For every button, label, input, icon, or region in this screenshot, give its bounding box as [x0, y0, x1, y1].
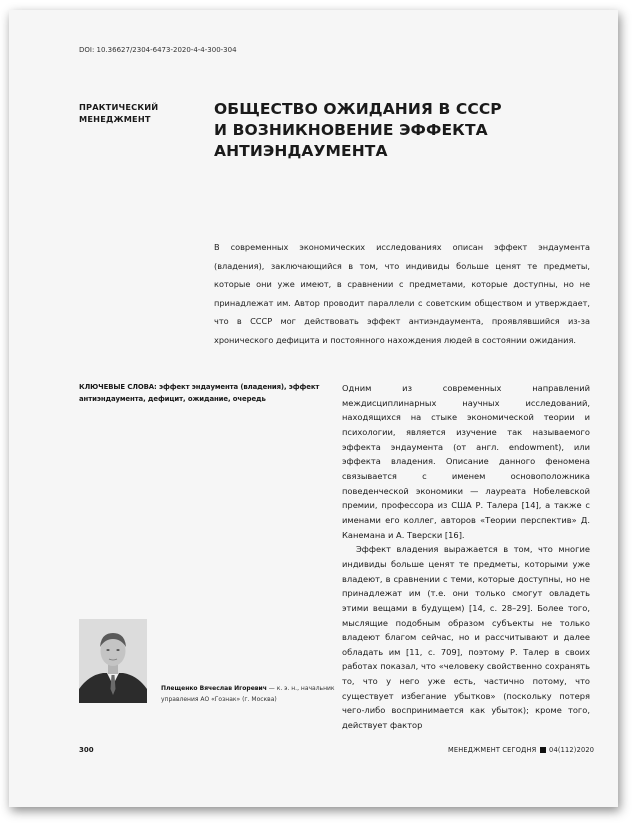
section-heading	[79, 101, 158, 125]
author-info	[161, 683, 341, 705]
article-title-line: АНТИЭНДАУМЕНТА	[214, 142, 388, 160]
article-title-line: ОБЩЕСТВО ОЖИДАНИЯ В СССР	[214, 100, 502, 118]
doi-label: DOI: 10.36627/2304-6473-2020-4-4-300-304	[79, 46, 237, 54]
keywords	[79, 381, 322, 405]
section-heading-line: МЕНЕДЖМЕНТ	[79, 114, 151, 124]
body-paragraph: Эффект владения выражается в том, что многие индивиды больше ценят те предметы, которыми уже владеют, в сравнении с теми, которые доступны, но не принадлежат им (т.е. они только смогут овладеть этими вещами в будущем) [14, с. 28–29]. Более того, мыслящие подобным образом субъекты не только владеют благом сейчас, но и рассчитывают и далее обладать им [11, с. 709], поэтому Р. Талер в своих работах показал, что «человеку свойственно сохранять то, что у него уже есть, частично потому, что существует избегание убытков» (поскольку потеря чего-либо воспринимается как убыток); кроме того, действует фактор	[342, 544, 590, 731]
page-number: 300	[79, 746, 94, 754]
author-portrait-image	[79, 619, 147, 703]
keywords-text: эффект эндаумента (владения), эффект антиэндаумента, дефицит, ожидание, очередь	[79, 383, 320, 403]
article-title-line: И ВОЗНИКНОВЕНИЕ ЭФФЕКТА	[214, 121, 488, 139]
author-photo	[79, 619, 147, 703]
journal-footer	[448, 746, 594, 754]
section-heading-line: ПРАКТИЧЕСКИЙ	[79, 102, 159, 112]
article-title	[214, 99, 574, 162]
author-line	[161, 683, 341, 694]
abstract: В современных экономических исследованиях описан эффект эндаумента (владения), заключающийся в том, что индивиды больше ценят те предметы, которые они уже имеют, в сравнении с предметами, которые доступны, но не принадлежат им. Автор проводит параллели с советским обществом и утверждает, что в СССР мог действовать эффект антиэндаумента, проявлявшийся из-за хронического дефицита и постоянного нахождения людей в состоянии ожидания.	[214, 242, 590, 345]
square-bullet-icon	[540, 747, 546, 753]
author-name: Плещенко Вячеслав Игоревич	[161, 685, 267, 692]
body-paragraph: Одним из современных направлений междисциплинарных научных исследований, находящихся на стыке экономической теории и психологии, является изучение так называемого эффекта эндаумента (от англ. endowment), или эффекта владения. Описание данного феномена связывается с именем основоположника поведенческой экономики — лауреата Нобелевской премии, профессора из США Р. Талера [14], а также с именами его коллег, авторов «Теории перспектив» Д. Канемана и А. Тверски [16].	[342, 383, 590, 540]
keywords-label: КЛЮЧЕВЫЕ СЛОВА:	[79, 383, 157, 391]
author-affiliation: управления АО «Гознак» (г. Москва)	[161, 696, 277, 703]
journal-name: МЕНЕДЖМЕНТ СЕГОДНЯ	[448, 746, 537, 754]
article-body	[342, 381, 590, 733]
author-details: — к. э. н., начальник	[266, 685, 335, 692]
journal-issue: 04(112)2020	[549, 746, 595, 754]
